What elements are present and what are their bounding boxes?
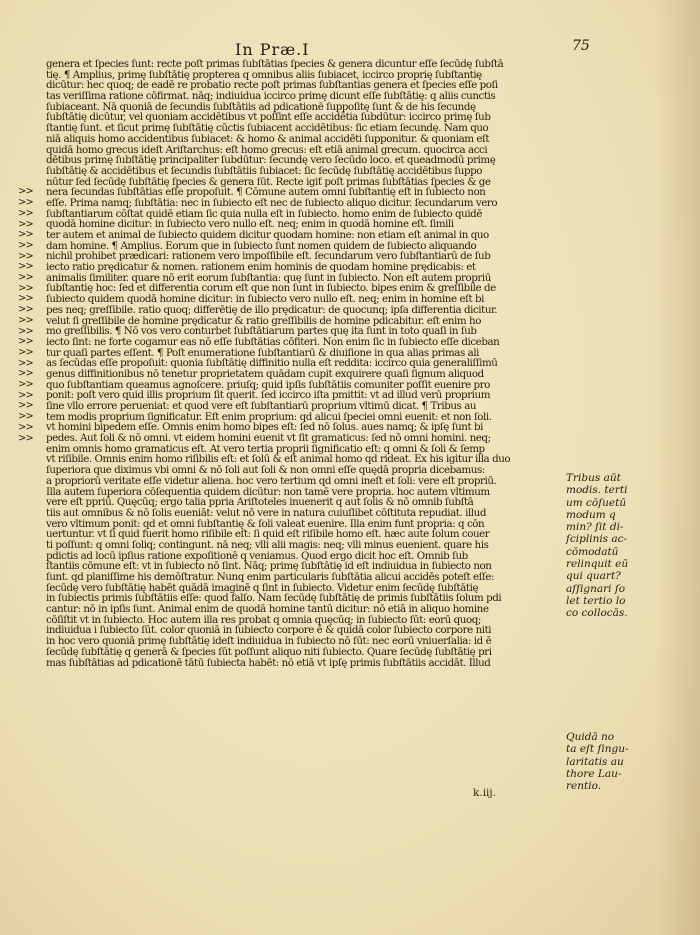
text-line: ter autem et animal de ſubiecto quidem dicitur quodam homine: non etiam eſt animal in quo [46,230,489,241]
text-line: a propriorū veritate eſſe videtur aliena. hoc vero tertium qd omni ineſt et ſoli: vere eſt propriū. [46,475,497,487]
side-note-tribus [566,472,628,620]
marginal-mark: >> [18,379,33,390]
side-note-line: ta eſt ſingu- [566,743,629,756]
marginal-mark: >> [18,421,33,433]
side-note-line: um cōſuetū [566,496,627,509]
text-line: nichil prohibet prædicari: rationem vero impoſſibile eſt. ſecundarum vero ſubſtantiarū de ſub [46,251,491,263]
text-line: ſubiaceant. Nā quoniā de ſecundis ſubſtātiis ad pdicationē ſuppoſitę ſunt & de his ſecundę [46,101,476,113]
text-line: niā aliquis homo accidentibus ſubiacet: & homo & animal accidēti ſupponitur. & quoniam eſt [46,133,490,145]
text-line: ſecūdę vero ſubſtātię habēt quādā imaginē q ſint in ſubiecto. Videtur enim ſecūdę ſubſtātię [46,582,479,594]
text-line: ſubſtātię dicūtur, vel quoniam accidētibus vt poſſint eſſe accidētia ſubdūtur: iccirco primę ſub [46,112,491,124]
marginal-mark: >> [18,325,33,337]
marginal-mark: >> [18,229,33,241]
text-line: ti poſſunt: q omni ſoliq; contingunt. nā neq; vlli alii magis: neq; vlli minus euenient. quare his [46,539,489,551]
marginal-mark: >> [18,207,33,219]
side-note-line: cōmodatū [566,545,619,558]
text-line: tas veriſſima ratione cōfirmat. nāq; indiuidua iccirco primę dicunt eſſe ſubſtātię: q aliis cunctis [46,91,496,102]
text-line: eſſe. Prima namq; ſubſtātia: nec in ſubiecto eſt nec de ſubiecto aliquo dicitur. ſecundarum vero [46,197,498,209]
text-line: tię. ¶ Amplius, primę ſubſtātię propterea q omnibus aliis ſubiacet, iccirco proprię ſubſtantię [46,69,482,81]
text-line: iecto ſint: ne forte cogamur eas nō eſſe ſubſtātias cōfiteri. Non enim ſic in ſubiecto eſſe diceban [46,336,500,348]
text-line: Illa autem ſuperiora cōſequentia quidem dicūtur: non tamē vere propria. hoc autem vltimum [46,486,490,498]
text-line: indiuidua i ſubiecto ſūt. color quoniā in ſubiecto corpore ē & quidā color ſubiecto corpore niti [46,625,492,637]
marginal-mark: >> [18,304,33,316]
side-note-line: thore Lau- [566,767,622,780]
text-line: ſubſtantię hoc: ſed et differentia corum eſt que non ſunt in ſubiecto. bipes enim & greſſibile de [46,283,496,295]
side-note-line: min? ſit di- [566,521,624,534]
text-line: in ſubiectis primis ſubſtātiis eſſe: quod falſo. Nam ſecūdę ſubſtātię de primis ſubſtātiis ſolum pdi [46,593,502,605]
text-line: iecto ratio prędicatur & nomen. rationem enim hominis de quodam homine prędicabis: et [46,262,476,273]
side-note-line: co collocās. [566,607,628,620]
text-line: nūtur ſed ſecūdę ſubſtātię ſpecies & genera ſūt. Recte igiť poſt primas ſubſtātias ſpecies & ge [46,176,491,188]
side-note-line: Tribus aūt [566,472,621,484]
page-number: 75 [572,38,590,54]
marginal-mark: >> [18,314,33,326]
text-line: mas ſubſtātias ad pdicationē tātū ſubiecta habēt: nō etiā vt ipſę primis ſubſtātiis accidāt. Illud [46,657,491,669]
text-line: quodā homine dicitur: in ſubiecto vero nullo eſt. neq; enim in quodā homine eſt. ſimili [46,219,454,230]
marginal-mark: >> [18,411,33,423]
text-line: dētibus primę ſubſtātię principaliter ſubdūtur: ſecundę vero ſecūdo loco. et queadmodū primę [46,155,496,166]
side-note-line: Quidā no [566,731,615,743]
text-line: velut ſi greſſibile de homine prędicatur & ratio greſſibilis de homine pdicabitur. eſt enim ho [46,315,481,327]
text-line: vt riſibile. Omnis enim homo riſibilis eſt: et ſolū & eſt animal homo qd rideat. Ex his igitur illa duo [46,454,511,466]
text-line: nera ſecundas ſubſtātias eſſe propoſuit. ¶ Cōmune autem omni ſubſtantię eſt in ſubiecto non [46,187,486,198]
text-line: tiis aut omnibus & nō ſolis eueniāt: velut nō vere in natura cuiuſlibet cōſtituta repudiat. illud [46,507,486,519]
text-line: dam homine. ¶ Amplius. Eorum que in ſubiecto ſunt nomen quidem de ſubiecto aliquando [46,240,477,252]
text-line: dicūtur: hec quoq; de eadē re probatio recte poſt primas ſubſtantias genera et ſpecies eſſe poſi [46,80,498,92]
text-line: cōſiſtit vt in ſubiecto. Hoc autem illa res probat q omnia quęcūq; in ſubiecto ſūt: eorū quoq; [46,614,481,626]
text-line: quidā homo grecus ideſt Ariſtarchus: eſt homo grecus: eſt etiā animal grecum. quocirca acci [46,144,488,156]
text-line: genera et ſpecies ſunt: recte poſt primas ſubſtātias ſpecies & genera dicuntur eſſe ſecūdę ſubſtā [46,59,504,70]
text-line: ſtantię ſunt. et ſicut primę ſubſtātię cūctis ſubiacent accidētibus: ſic etiam ſecundę. Nam quo [46,123,489,134]
marginal-mark: >> [18,400,33,412]
side-note-line: modis. terti [566,484,628,497]
marginal-mark: >> [18,336,33,348]
marginal-mark: >> [18,272,33,283]
marginal-mark: >> [18,368,33,380]
marginal-mark: >> [18,389,33,401]
text-line: in hoc vero quoniā primę ſubſtātię ideſt indiuidua in ſubiecto nō ſūt: nec eorū vniuerſalia: id ē [46,636,492,647]
text-line: vt homini bipedem eſſe. Omnis enim homo bipes eſt: ſed nō ſolus. aues namq; & ipſę ſunt bi [46,422,483,434]
text-line: quo ſubſtantiam queamus agnoſcere. priuſq; quid ipſis ſubſtātiis comuniter poſſit euenire pro [46,379,490,391]
main-text-block [46,59,566,809]
text-line: uertuntur. vt ſi quid fuerit homo riſibile eſt: ſi quid eſt riſibile homo eſt. hæc aute ſolum couer [46,529,490,540]
side-note-line: ſciplinis ac- [566,533,628,546]
marginal-mark: >> [18,239,33,251]
text-line: cantur: nō in ipſis ſunt. Animal enim de quodā homine tantū dicitur: nō etiā in aliquo homine [46,604,489,615]
side-note-line: rentio. [566,780,602,793]
text-line: pedes. Aut ſoli & nō omni. vt eidem homini euenit vt ſit gramaticus: ſed nō omni homini. neq; [46,433,491,444]
marginal-mark: >> [18,261,33,273]
text-line: enim omnis homo gramaticus eſt. At vero tertia proprii ſignificatio eſt: q omni & ſoli & ſemp [46,443,485,455]
text-line: ſubſtantiarum cōſtat quidē etiam ſic quia nulla eſt in ſubiecto. homo enim de ſubiecto quidē [46,208,482,220]
text-line: mo greſſibilis. ¶ Nō vos vero conturbet ſubſtātiarum partes quę ita ſunt in toto quaſi in ſub [46,326,477,337]
text-line: pdictis ad locū ipſius ratione expoſitionē q veniamus. Quod ergo dicit hoc eſt. Omnib ſub [46,550,468,562]
text-line: pes neq; greſſibile. ratio quoq; differētię de illo prędicatur: de quocunq; ipſa differentia dicitur. [46,304,498,316]
page-edge-shadow [656,0,700,935]
marginal-mark: >> [18,197,33,209]
marginal-mark: >> [18,293,33,305]
running-title: In Præ.I [235,40,310,59]
text-line: animalis ſimiliter. quare nō erit eorum ſubſtantia: quę ſunt in ſubiecto. Non eſt autem propriū [46,272,491,284]
marginal-mark: >> [18,218,33,230]
side-note-line: relinquit eū [566,558,629,571]
text-line: ſecūdę ſubſtātię q generā & ſpecies ſūt poſſunt aliquo niti ſubiecto. Quare ſecūdę ſubſtātię pri [46,646,492,658]
text-line: ſuperiora que diximus vbi omni & nō ſoli aut ſoli & non omni eſſe quędā propria dicebamus: [46,465,485,476]
text-line: ſtantiis cōmune eſt: vt in ſubiecto nō ſint. Nāq; primę ſubſtātię id eſt indiuidua in ſubiecto non [46,561,492,572]
side-note-line: qui quart? [566,570,621,583]
side-note-line: let tertio lo [566,594,626,607]
side-note-line: laritatis au [566,755,624,768]
text-line: as ſecūdas eſſe propoſuit: quonia ſubſtātię diffinitio nulla eſt reddita: iccirco quia generaliſſimū [46,358,498,369]
side-note-line: modum q [566,508,616,521]
text-line: genus diffinitionibus nō tenetur proprietatem quādam cupit exquirere quaſi ſignum aliquod [46,368,484,380]
text-line: ſine vllo errore perueniat: et quod vere eſt ſubſtantiarū proprium vltimū dicat. ¶ Tribus au [46,401,477,412]
text-line: ponit: poſt vero quid illis proprium ſit querit. ſed iccirco iſta pmittit: vt ad illud verū proprium [46,390,491,401]
signature-mark: k.iij. [473,787,497,799]
marginal-mark: >> [18,186,33,198]
text-line: tur quaſi partes eſſent. ¶ Poſt enumeratione ſubſtantiarū & diuiſione in qua alias primas ali [46,347,480,359]
marginal-mark: >> [18,346,33,358]
marginal-mark: >> [18,282,33,294]
marginal-mark: >> [18,357,33,369]
side-note-quidam [566,731,628,792]
side-note-line: aſſignari ſo [566,582,626,595]
text-line: ſubſtātię & accidētibus et ſecundis ſubſtātiis ſubiacet: ſic ſecūdę ſubſtātię accidētibus ſuppo [46,165,482,177]
text-line: ſubiecto quidem quodā homine dicitur: in ſubiecto vero nullo eſt. neq; enim in homine eſt bi [46,294,484,305]
marginal-mark: >> [18,432,33,444]
text-line: tem modis proprium ſignificatur. Eſt enim proprium: qd alicui ſpeciei omni euenit: et non ſoli. [46,411,492,423]
text-line: vere eſt ppriū. Quęcūq; ergo talia ppria Ariſtoteles inuenerit q aut ſolis & nō omnib ſubſtā [46,497,474,508]
marginal-mark: >> [18,250,33,262]
text-line: ſunt. qd planiſſime his demōſtratur. Nunq enim particularis ſubſtātia alicui accidēs poteſt eſſe: [46,572,495,583]
text-line: vero vltimum ponit: qd et omni ſubſtantię & ſoli valeat euenire. Illa enim funt propria: q cōn [46,518,485,530]
